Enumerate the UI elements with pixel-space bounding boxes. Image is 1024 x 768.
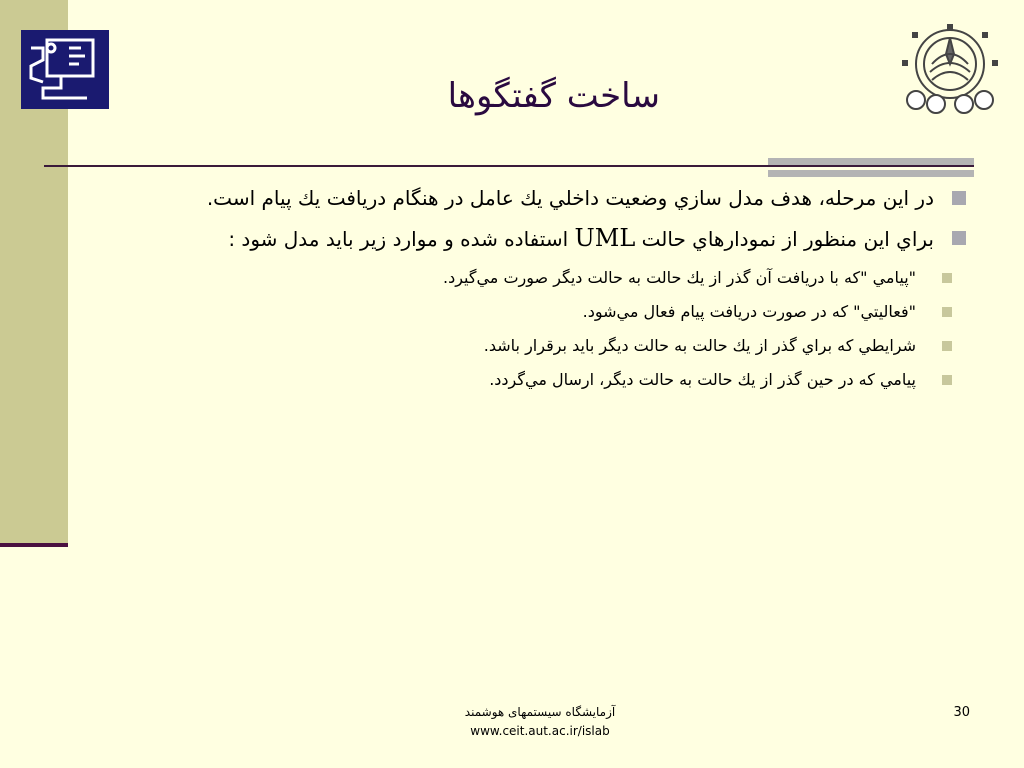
sub-bullet-square-icon xyxy=(942,341,952,351)
bullet-item xyxy=(110,220,966,257)
sub-bullet-text: "فعاليتي" كه در صورت دريافت پيام فعال مي‌شود. xyxy=(582,302,916,321)
slide-title: ساخت گفتگوها xyxy=(447,76,660,116)
footer-lab-name: آزمايشگاه سيستمهای هوشمند xyxy=(464,705,616,719)
bullet-item xyxy=(110,180,966,216)
footer-lab-info xyxy=(440,703,640,741)
bullet-text-before: براي اين منظور از نمودارهاي حالت xyxy=(641,227,934,251)
sub-bullet-text: شرايطي كه براي گذر از يك حالت به حالت ديگر بايد برقرار باشد. xyxy=(483,336,916,355)
sub-bullet-item xyxy=(356,295,966,329)
islab-logo-icon xyxy=(21,30,109,109)
bullet-square-icon xyxy=(952,191,966,205)
bullet-text-after: استفاده شده و موارد زير بايد مدل شود : xyxy=(228,227,569,251)
page-number: 30 xyxy=(953,705,970,720)
sub-bullet-square-icon xyxy=(942,307,952,317)
title-accent-bar-lower xyxy=(768,170,974,177)
left-band-divider xyxy=(0,543,68,547)
bullet-square-icon xyxy=(952,231,966,245)
footer-url: www.ceit.aut.ac.ir/islab xyxy=(470,724,610,738)
university-emblem-icon xyxy=(902,24,998,116)
sub-bullet-text: پيامي كه در حين گذر از يك حالت به حالت ديگر، ارسال مي‌گردد. xyxy=(489,370,916,389)
slide-content xyxy=(110,180,966,397)
sub-bullet-item xyxy=(356,329,966,363)
sub-bullet-square-icon xyxy=(942,273,952,283)
sub-bullet-square-icon xyxy=(942,375,952,385)
bullet-text: در اين مرحله، هدف مدل سازي وضعيت داخلي يك عامل در هنگام دريافت يك پيام است. xyxy=(206,186,934,210)
title-divider xyxy=(44,165,974,167)
sub-bullet-item xyxy=(356,363,966,397)
sub-bullet-text: "پيامي "كه با دريافت آن گذر از يك حالت به حالت ديگر صورت مي‌گيرد. xyxy=(442,268,916,287)
sub-bullet-item xyxy=(356,261,966,295)
bullet-text-uml: UML xyxy=(574,224,636,252)
